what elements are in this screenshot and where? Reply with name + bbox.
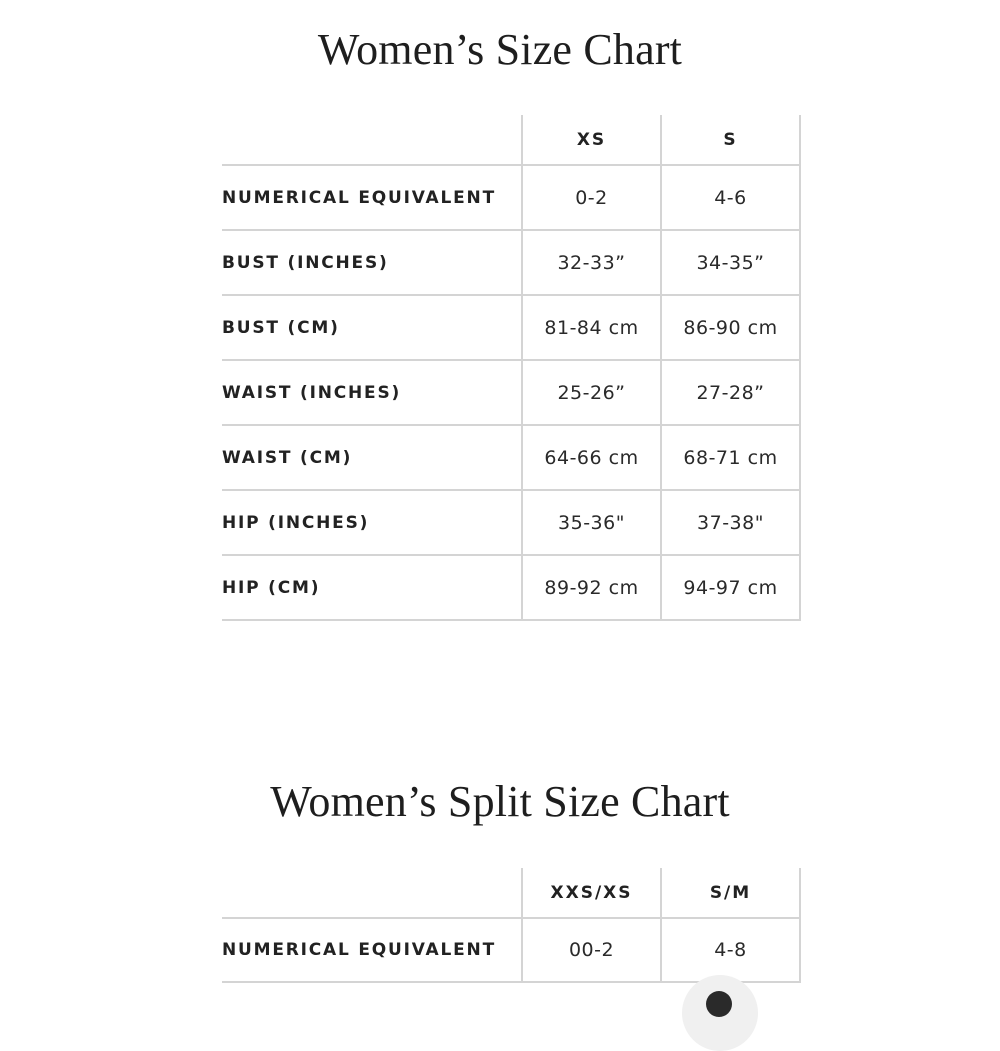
table-cell: 32-33” — [522, 230, 661, 295]
table-cell: 25-26” — [522, 360, 661, 425]
table-cell: 89-92 cm — [522, 555, 661, 620]
row-label: HIP (INCHES) — [222, 490, 522, 555]
table-cell: 94-97 cm — [661, 555, 800, 620]
table-row — [222, 360, 800, 425]
column-header: XXS/XS — [522, 868, 661, 918]
row-label: BUST (CM) — [222, 295, 522, 360]
split-size-chart-table — [222, 868, 801, 983]
table-cell: 00-2 — [522, 918, 661, 982]
row-label: NUMERICAL EQUIVALENT — [222, 165, 522, 230]
table-header-row — [222, 868, 800, 918]
table-cell: 34-35” — [661, 230, 800, 295]
table-cell: 35-36" — [522, 490, 661, 555]
column-header: S — [661, 115, 800, 165]
table-row — [222, 490, 800, 555]
split-size-chart-title: Women’s Split Size Chart — [270, 777, 730, 826]
table-cell: 68-71 cm — [661, 425, 800, 490]
row-label: WAIST (CM) — [222, 425, 522, 490]
table-cell: 4-6 — [661, 165, 800, 230]
table-cell: 27-28” — [661, 360, 800, 425]
header-empty-cell — [222, 115, 522, 165]
chat-icon — [706, 991, 732, 1017]
table-cell: 86-90 cm — [661, 295, 800, 360]
row-label: HIP (CM) — [222, 555, 522, 620]
table-header-row — [222, 115, 800, 165]
table-cell: 37-38" — [661, 490, 800, 555]
row-label: NUMERICAL EQUIVALENT — [222, 918, 522, 982]
column-header: S/M — [661, 868, 800, 918]
size-chart-table — [222, 115, 801, 621]
chat-button[interactable] — [682, 975, 758, 1051]
table-cell: 4-8 — [661, 918, 800, 982]
table-row — [222, 165, 800, 230]
table-row — [222, 918, 800, 982]
table-cell: 64-66 cm — [522, 425, 661, 490]
table-row — [222, 230, 800, 295]
size-chart-title: Women’s Size Chart — [317, 25, 683, 74]
header-empty-cell — [222, 868, 522, 918]
row-label: WAIST (INCHES) — [222, 360, 522, 425]
table-cell: 0-2 — [522, 165, 661, 230]
table-row — [222, 295, 800, 360]
table-row — [222, 425, 800, 490]
column-header: XS — [522, 115, 661, 165]
row-label: BUST (INCHES) — [222, 230, 522, 295]
table-cell: 81-84 cm — [522, 295, 661, 360]
table-row — [222, 555, 800, 620]
